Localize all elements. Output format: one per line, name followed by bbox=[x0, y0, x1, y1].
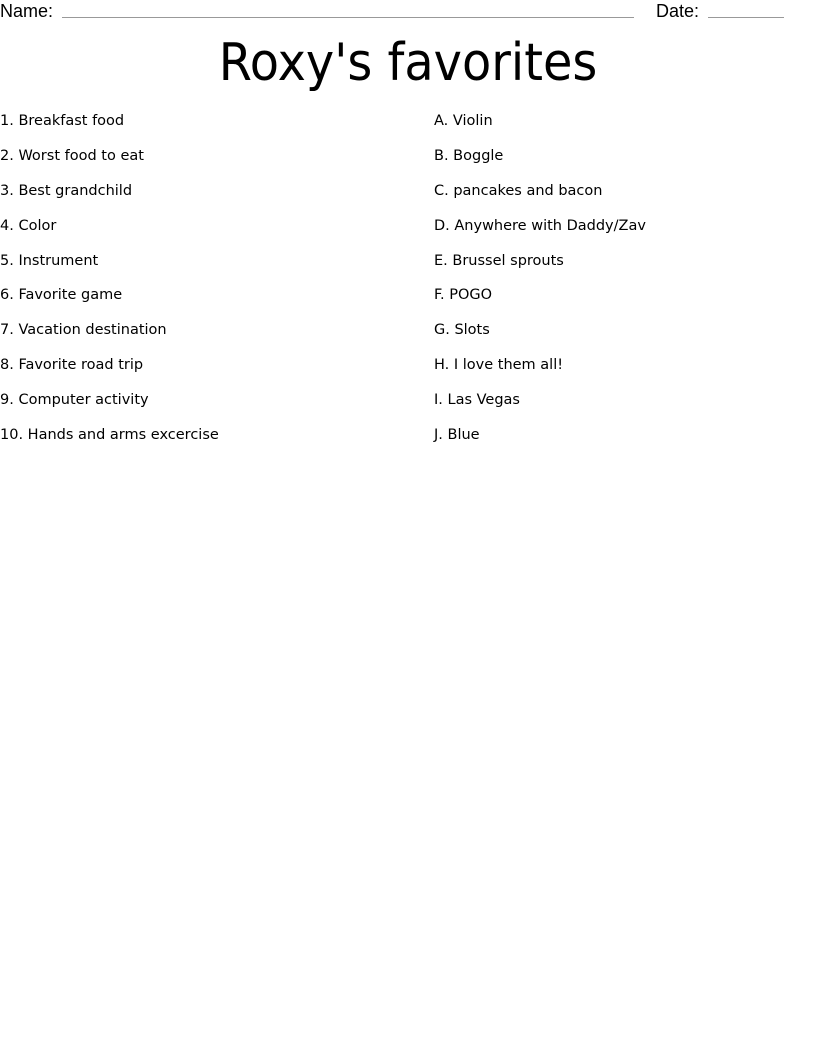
answer-item: F. POGO bbox=[434, 287, 493, 304]
question-item: 2. Worst food to eat bbox=[0, 147, 144, 164]
question-item: 3. Best grandchild bbox=[0, 182, 133, 199]
answer-item: I. Las Vegas bbox=[434, 392, 520, 409]
question-item: 9. Computer activity bbox=[0, 392, 149, 409]
answer-item: A. Violin bbox=[434, 113, 493, 129]
questions-list bbox=[0, 111, 219, 460]
answer-item: B. Boggle bbox=[434, 147, 504, 164]
question-item: 8. Favorite road trip bbox=[0, 357, 144, 374]
answer-item: G. Slots bbox=[434, 322, 490, 339]
question-item: 4. Color bbox=[0, 217, 57, 234]
answer-item: C. pancakes and bacon bbox=[434, 182, 603, 199]
name-field[interactable] bbox=[62, 17, 634, 18]
answers-list bbox=[434, 111, 646, 460]
page-title: Roxy's favorites bbox=[218, 33, 598, 93]
name-label: Name: bbox=[0, 1, 54, 21]
question-item: 1. Breakfast food bbox=[0, 113, 125, 129]
date-field[interactable] bbox=[708, 17, 784, 18]
answer-item: E. Brussel sprouts bbox=[434, 252, 564, 269]
question-item: 7. Vacation destination bbox=[0, 322, 167, 339]
question-item: 5. Instrument bbox=[0, 252, 99, 269]
answer-item: H. I love them all! bbox=[434, 357, 564, 374]
answer-item: D. Anywhere with Daddy/Zav bbox=[434, 217, 646, 234]
date-label: Date: bbox=[656, 1, 700, 21]
question-item: 10. Hands and arms excercise bbox=[0, 427, 219, 444]
answer-item: J. Blue bbox=[434, 427, 480, 444]
question-item: 6. Favorite game bbox=[0, 287, 123, 304]
